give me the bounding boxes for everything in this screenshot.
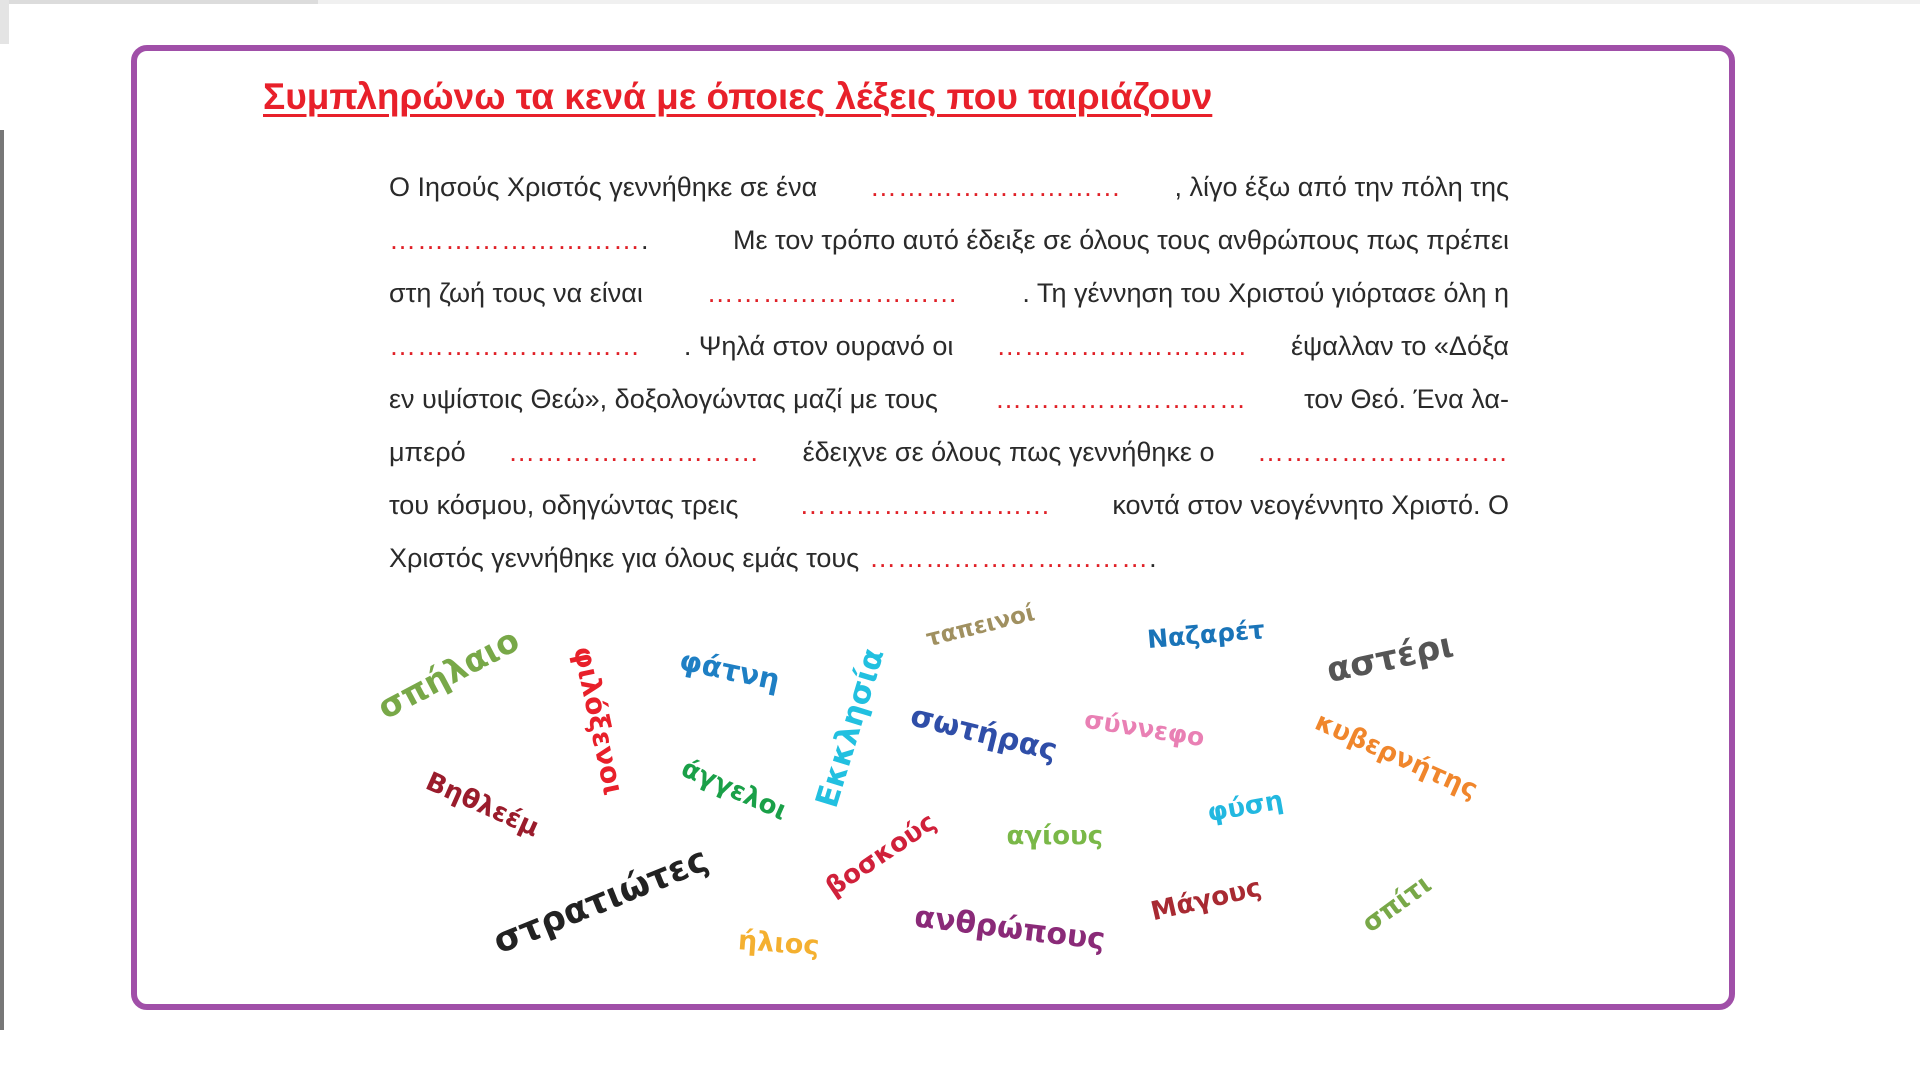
passage-line-2 <box>389 214 1509 267</box>
left-edge-mark <box>0 0 9 44</box>
word-ekklisia[interactable]: Εκκλησία <box>808 644 892 812</box>
passage-text: έψαλλαν το «Δόξα <box>1291 331 1509 361</box>
passage-line-1 <box>389 161 1509 214</box>
word-tapeinoi[interactable]: ταπεινοί <box>923 599 1037 653</box>
worksheet-title: Συμπληρώνω τα κενά με όποιες λέξεις που ταιριάζουν <box>263 76 1213 117</box>
word-anthropous[interactable]: ανθρώπους <box>912 898 1108 958</box>
word-fatni[interactable]: φάτνη <box>676 642 783 698</box>
word-vithleem[interactable]: Βηθλεέμ <box>420 766 544 844</box>
fill-in-passage <box>389 161 1509 585</box>
word-fysi[interactable]: φύση <box>1204 785 1286 829</box>
passage-text: Με τον τρόπο αυτό έδειξε σε όλους τους ανθρώπους πως πρέπει <box>733 225 1509 255</box>
blank-field[interactable]: ……………………… <box>706 278 959 308</box>
top-tab <box>0 0 318 4</box>
passage-text: Χριστός γεννήθηκε για όλους εμάς τους <box>389 543 860 573</box>
blank-field[interactable]: ……………………… <box>996 331 1249 361</box>
passage-text: κοντά στον νεογέννητο Χριστό. Ο <box>1112 490 1509 520</box>
passage-text: . <box>641 225 649 255</box>
word-spilaio[interactable]: σπήλαιο <box>370 619 526 727</box>
word-angeloi[interactable]: άγγελοι <box>676 753 792 827</box>
word-filoxenoi[interactable]: φιλόξενοι <box>566 642 630 798</box>
word-voskous[interactable]: βοσκούς <box>820 807 942 903</box>
passage-text: εν υψίστοις Θεώ», δοξολογώντας μαζί με τους <box>389 384 938 414</box>
passage-line-3 <box>389 267 1509 320</box>
blank-field[interactable]: ……………………… <box>1257 437 1509 467</box>
passage-text: του κόσμου, οδηγώντας τρεις <box>389 490 739 520</box>
word-kyvernitis[interactable]: κυβερνήτης <box>1310 706 1483 806</box>
passage-text: . Τη γέννηση του Χριστού γιόρτασε όλη η <box>1022 278 1509 308</box>
word-spiti[interactable]: σπίτι <box>1356 869 1438 939</box>
passage-text: έδειχνε σε όλους πως γεννήθηκε ο <box>802 437 1215 467</box>
passage-text: τον Θεό. Ένα λα- <box>1304 384 1509 414</box>
blank-field[interactable]: ……………………… <box>389 331 641 361</box>
blank-field[interactable]: ……………………… <box>508 437 761 467</box>
word-stratiotes[interactable]: στρατιώτες <box>487 839 714 963</box>
blank-field[interactable]: ……………………… <box>869 172 1122 202</box>
passage-text: στη ζωή τους να είναι <box>389 278 643 308</box>
passage-line-8 <box>389 532 1509 585</box>
passage-text: . Ψηλά στον ουρανό οι <box>683 331 954 361</box>
blank-field[interactable]: ……………………… <box>389 225 641 255</box>
word-agious[interactable]: αγίους <box>1006 821 1104 851</box>
word-synnefo[interactable]: σύννεφο <box>1081 704 1207 752</box>
word-magous[interactable]: Μάγους <box>1148 872 1265 928</box>
passage-text: , λίγο έξω από την πόλη της <box>1174 172 1509 202</box>
word-ilios[interactable]: ήλιος <box>736 924 820 962</box>
passage-line-6 <box>389 426 1509 479</box>
passage-line-7 <box>389 479 1509 532</box>
blank-field[interactable]: ………………………… <box>869 543 1150 573</box>
word-asteri[interactable]: αστέρι <box>1323 625 1457 691</box>
passage-line-5 <box>389 373 1509 426</box>
passage-line-4 <box>389 320 1509 373</box>
blank-field[interactable]: ……………………… <box>995 384 1248 414</box>
passage-text: . <box>1149 543 1157 573</box>
word-sotiras[interactable]: σωτήρας <box>906 697 1061 769</box>
word-nazaret[interactable]: Ναζαρέτ <box>1145 614 1266 654</box>
passage-text: μπερό <box>389 437 466 467</box>
blank-field[interactable]: ……………………… <box>799 490 1052 520</box>
passage-text: Ο Ιησούς Χριστός γεννήθηκε σε ένα <box>389 172 818 202</box>
left-edge-rule <box>0 130 4 1030</box>
